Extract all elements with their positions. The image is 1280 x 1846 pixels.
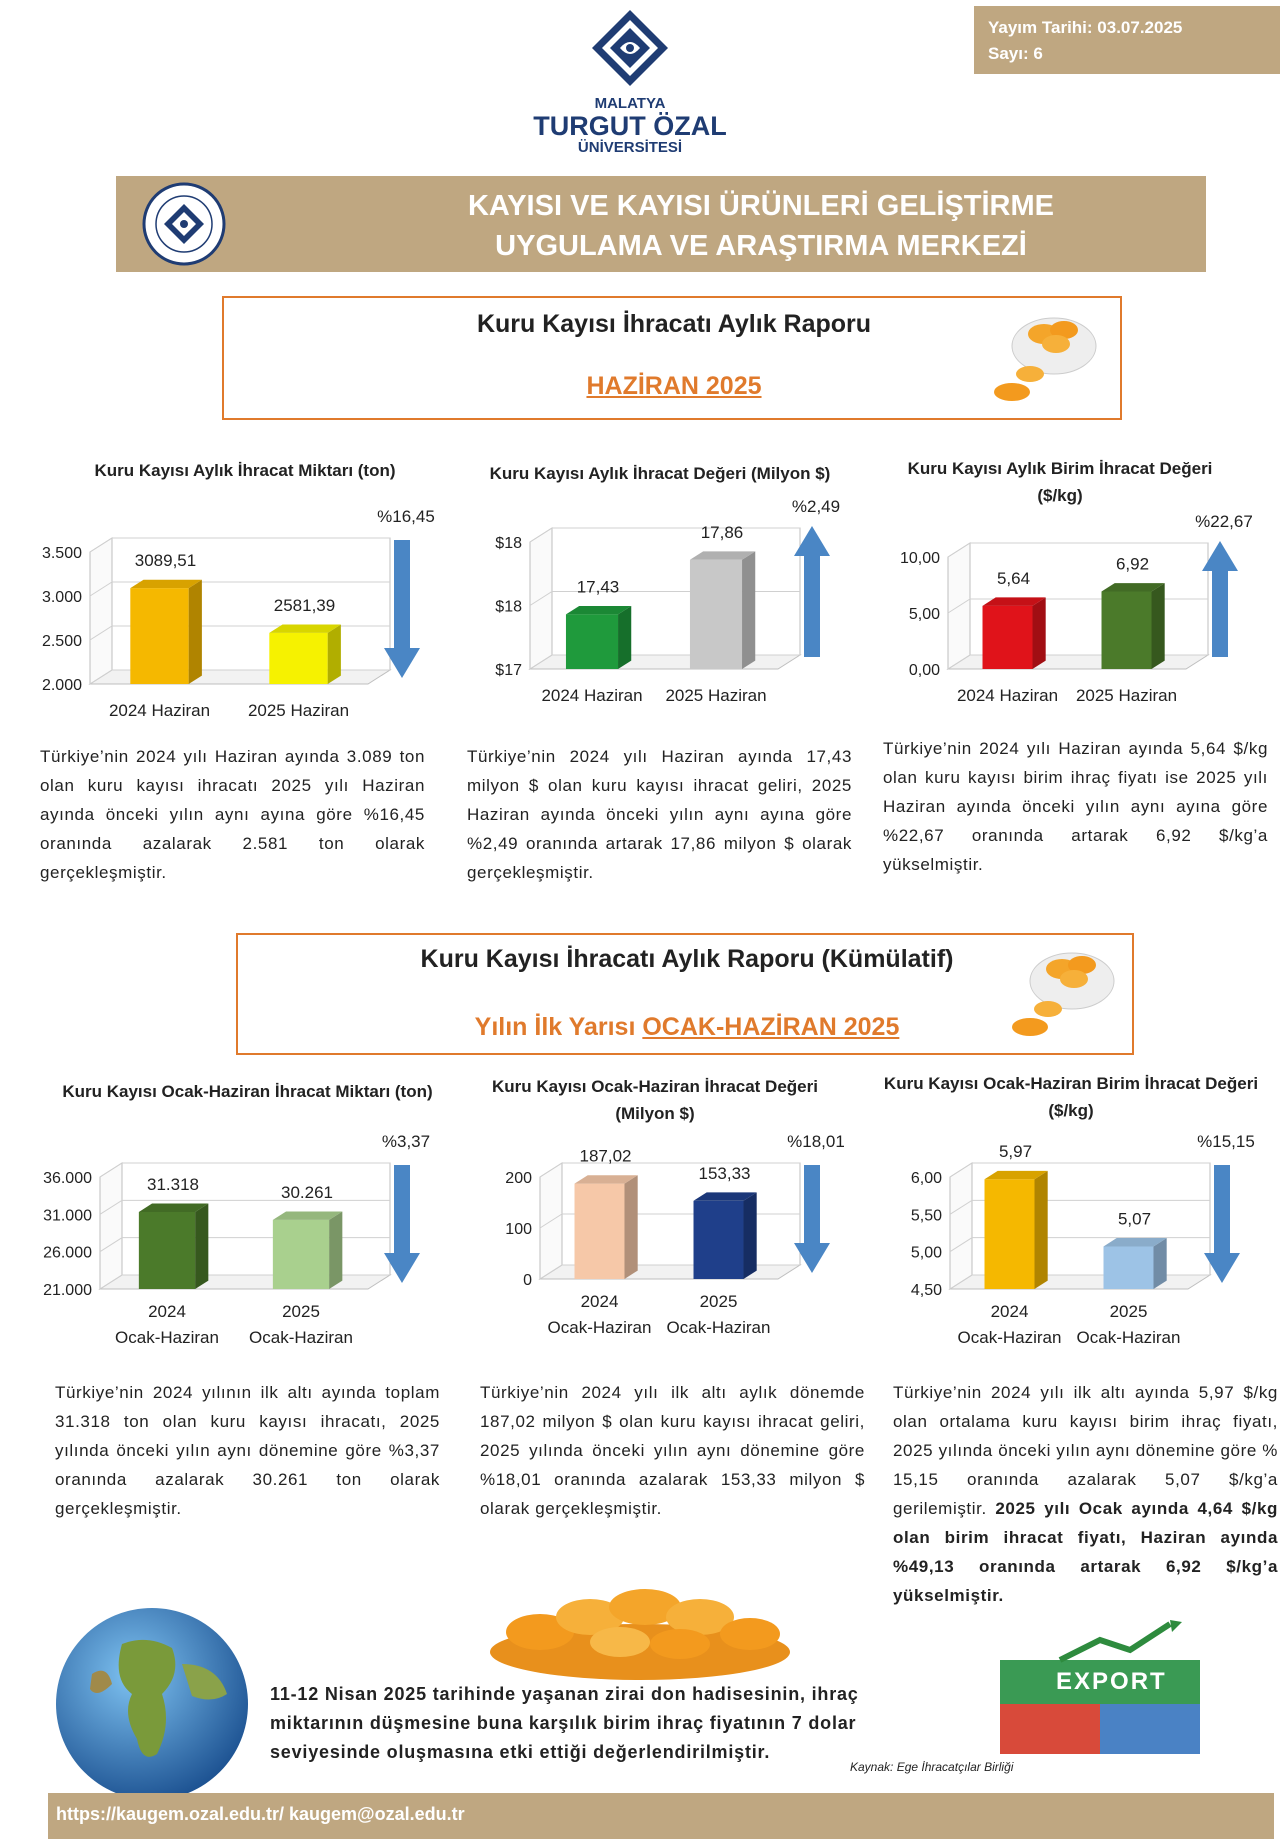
bar: [566, 614, 618, 669]
cumulative-report-title: Kuru Kayısı İhracatı Aylık Raporu (Kümülatif): [420, 945, 954, 973]
y-tick-label: 5,00: [910, 1244, 942, 1262]
x-tick-label: 2025 Haziran: [247, 701, 350, 720]
y-tick-label: 4,50: [910, 1282, 942, 1299]
data-label: 187,02: [579, 1146, 632, 1166]
bar: [694, 1201, 744, 1279]
bar-side: [742, 551, 755, 669]
university-suffix: ÜNİVERSİTESİ: [577, 139, 683, 156]
y-tick-label: 31.000: [43, 1207, 92, 1225]
y-tick-label: 26.000: [43, 1244, 92, 1262]
change-label: %18,01: [787, 1132, 845, 1151]
x-tick-label: 2025: [699, 1292, 738, 1311]
bar-side: [1032, 597, 1045, 669]
data-label: 2581,39: [273, 595, 336, 615]
bar-side: [328, 624, 341, 684]
x-tick-label-line2: Ocak-Haziran: [1076, 1328, 1181, 1347]
chart-cum-qty: [10, 1125, 460, 1365]
bar: [983, 606, 1033, 669]
y-tick-label: $18: [495, 598, 522, 616]
chart-side-wall: [90, 538, 112, 684]
y-tick-label: 2.000: [41, 677, 82, 694]
monthly-report-subtitle: HAZİRAN 2025: [586, 372, 762, 400]
publication-info: [974, 6, 1280, 74]
x-tick-label-line2: Ocak-Haziran: [115, 1328, 219, 1347]
y-tick-label: 0,00: [908, 662, 940, 679]
chart-title-cum-unit: Kuru Kayısı Ocak-Haziran Birim İhracat Değeri ($/kg): [883, 1074, 1259, 1120]
arrow-down-shaft: [804, 1165, 820, 1245]
university-emblem-icon: [590, 8, 670, 88]
cumulative-report-box: [236, 933, 1134, 1055]
change-label: %15,15: [1197, 1132, 1255, 1151]
paragraph-monthly-value: Türkiye’nin 2024 yılı Haziran ayında 17,43 milyon $ olan kuru kayısı ihracat geliri, 2025 Haziran ayında önceki yılın aynı ayına göre %2,49 oranında artarak 17,86 milyon $ olarak gerçekleşmiştir.: [467, 747, 852, 882]
data-label: 6,92: [1115, 554, 1150, 574]
data-source: Kaynak: Ege İhracatçılar Birliği: [850, 1760, 1014, 1774]
chart-title-monthly-qty: Kuru Kayısı Aylık İhracat Miktarı (ton): [94, 461, 396, 480]
footer-links[interactable]: https://kaugem.ozal.edu.tr/ kaugem@ozal.edu.tr: [48, 1793, 1274, 1839]
arrow-up-shaft: [804, 556, 820, 657]
x-tick-label: 2024 Haziran: [541, 686, 643, 705]
bar: [269, 633, 327, 684]
paragraph-cum-qty: Türkiye’nin 2024 yılının ilk altı ayında toplam 31.318 ton olan kuru kayısı ihracatı, 2025 yılında önceki yılın aynı dönemine göre %3,37 oranında azalarak 30.261 ton olarak gerçekleşmiştir.: [55, 1383, 440, 1518]
center-title-line1: KAYISI VE KAYISI ÜRÜNLERİ GELİŞTİRME: [467, 190, 1055, 222]
data-label: 5,07: [1117, 1209, 1152, 1229]
center-banner: [116, 176, 1206, 272]
change-label: %2,49: [791, 497, 841, 516]
bar: [985, 1179, 1035, 1289]
y-tick-label: 10,00: [899, 550, 940, 567]
bar-side: [189, 580, 202, 684]
dried-apricot-bowl-icon: [984, 304, 1104, 414]
x-tick-label-line2: Ocak-Haziran: [249, 1328, 353, 1347]
bar: [139, 1212, 195, 1289]
bar: [1104, 1246, 1154, 1289]
x-tick-label: 2024 Haziran: [956, 686, 1059, 705]
data-label: 30.261: [281, 1182, 333, 1202]
y-tick-label: 0: [523, 1272, 532, 1289]
bar: [1102, 591, 1152, 669]
x-tick-label-line2: Ocak-Haziran: [666, 1318, 771, 1337]
monthly-report-box: [222, 296, 1122, 420]
bar: [575, 1184, 625, 1279]
university-title: TURGUT ÖZAL: [533, 111, 727, 141]
y-tick-label: $17: [495, 662, 522, 679]
paragraph-cum-unit-bold: 2025 yılı Ocak ayında 4,64 $/kg olan birim ihracat fiyatı, Haziran ayında %49,13 oranında artarak 6,92 $/kg’a yükselmiştir.: [893, 1499, 1278, 1605]
dried-apricot-bowl-icon: [1002, 939, 1122, 1049]
y-tick-label: 6,00: [910, 1170, 942, 1187]
monthly-report-title: Kuru Kayısı İhracatı Aylık Raporu: [476, 310, 872, 338]
chart-monthly-unit: [858, 505, 1278, 715]
data-label: 3089,51: [134, 551, 197, 571]
issue-number: Sayı: 6: [988, 44, 1043, 63]
bar-side: [624, 1175, 637, 1279]
cumulative-subtitle-prefix: Yılın İlk Yarısı: [474, 1013, 643, 1041]
chart-cum-unit: [860, 1125, 1280, 1365]
cumulative-subtitle-main: OCAK-HAZİRAN 2025: [642, 1013, 900, 1041]
bar-side: [1034, 1171, 1047, 1289]
y-tick-label: 5,00: [908, 606, 940, 623]
chart-monthly-value: [440, 490, 870, 715]
bar-side: [618, 606, 631, 669]
data-label: 17,86: [700, 522, 744, 542]
y-tick-label: $18: [495, 535, 522, 552]
bar-side: [329, 1211, 342, 1289]
bar-side: [1151, 583, 1164, 669]
paragraph-monthly-unit: Türkiye’nin 2024 yılı Haziran ayında 5,64 $/kg olan kuru kayısı birim ihraç fiyatı ise 2025 yılı Haziran ayında önceki yılın aynı ayına göre %22,67 oranında artarak 6,92 $/kg’a yükselmiştir.: [883, 739, 1268, 874]
paragraph-cum-unit: [893, 1378, 1278, 1610]
university-name: [530, 93, 730, 159]
y-tick-label: 100: [505, 1221, 532, 1238]
x-tick-label: 2024: [148, 1302, 186, 1321]
export-label: EXPORT: [1056, 1668, 1167, 1695]
x-tick-label: 2024: [580, 1292, 619, 1311]
y-tick-label: 21.000: [43, 1282, 92, 1299]
paragraph-monthly-qty: Türkiye’nin 2024 yılı Haziran ayında 3.089 ton olan kuru kayısı ihracatı 2025 yılı Haziran ayında önceki yılın aynı ayına göre %16,45 oranında azalarak 2.581 ton olarak gerçekleşmiştir.: [40, 747, 425, 882]
arrow-down-shaft: [394, 1165, 410, 1255]
y-tick-label: 2.500: [41, 633, 82, 650]
x-tick-label: 2024: [990, 1302, 1029, 1321]
chart-title-monthly-value: Kuru Kayısı Aylık İhracat Değeri (Milyon $): [489, 464, 831, 483]
bar: [130, 588, 188, 684]
x-tick-label: 2025 Haziran: [1075, 686, 1178, 705]
center-title: [316, 186, 1206, 266]
chart-title-cum-value: Kuru Kayısı Ocak-Haziran İhracat Değeri (Milyon $): [492, 1077, 818, 1123]
chart-title-cum-qty: Kuru Kayısı Ocak-Haziran İhracat Miktarı (ton): [62, 1082, 433, 1101]
paragraph-cum-unit-text: Türkiye’nin 2024 yılı ilk altı ayında 5,97 $/kg olan ortalama kuru kayısı birim ihraç fiyatı, 2025 yılında önceki yılın aynı dönemine göre % 15,15 oranında azalarak 5,07 $/kg’a gerilemiştir.: [893, 1383, 1278, 1518]
center-title-line2: UYGULAMA VE ARAŞTIRMA MERKEZİ: [495, 230, 1027, 262]
y-tick-label: 3.500: [41, 545, 82, 562]
data-label: 153,33: [698, 1163, 751, 1183]
x-tick-label: 2025 Haziran: [665, 686, 767, 705]
publish-date: Yayım Tarihi: 03.07.2025: [988, 18, 1183, 37]
export-illustration: [1000, 1620, 1215, 1760]
chart-cum-value: [450, 1125, 870, 1355]
arrow-down-shaft: [1214, 1165, 1230, 1255]
arrow-down-shaft: [394, 540, 410, 650]
dried-apricots-pile-icon: [480, 1562, 800, 1682]
university-seal-icon: [142, 182, 226, 266]
data-label: 5,97: [998, 1142, 1033, 1162]
bar-side: [743, 1192, 756, 1279]
data-label: 5,64: [996, 568, 1031, 588]
chart-side-wall: [100, 1163, 122, 1289]
frost-note: 11-12 Nisan 2025 tarihinde yaşanan zirai don hadisesinin, ihraç miktarının düşmesine buna karşılık birim ihraç fiyatının 7 dolar seviyesinde oluşmasına etki ettiği değerlendirilmiştir.: [270, 1684, 859, 1762]
change-label: %16,45: [377, 507, 435, 526]
change-label: %22,67: [1195, 512, 1253, 531]
chart-monthly-qty: [0, 500, 460, 730]
data-label: 17,43: [576, 577, 620, 597]
bar-side: [195, 1204, 208, 1289]
y-tick-label: 3.000: [41, 589, 82, 606]
bar-side: [1153, 1238, 1166, 1289]
university-logo: [530, 8, 730, 168]
change-label: %3,37: [381, 1132, 431, 1151]
paragraph-cum-value: Türkiye’nin 2024 yılı ilk altı aylık dönemde 187,02 milyon $ olan kuru kayısı ihracat geliri, 2025 yılında önceki yılın aynı dönemine göre %18,01 oranında azalarak 153,33 milyon $ olarak gerçekleşmiştir.: [480, 1383, 865, 1518]
bar: [273, 1220, 329, 1289]
y-tick-label: 5,50: [910, 1207, 942, 1225]
chart-side-wall: [950, 1163, 972, 1289]
x-tick-label: 2025: [282, 1302, 320, 1321]
y-tick-label: 200: [505, 1170, 532, 1187]
data-label: 31.318: [147, 1174, 199, 1194]
x-tick-label: 2024 Haziran: [108, 701, 211, 720]
university-city: MALATYA: [594, 95, 666, 112]
x-tick-label: 2025: [1109, 1302, 1148, 1321]
globe-icon: [52, 1604, 252, 1804]
arrow-up-shaft: [1212, 571, 1228, 657]
chart-title-monthly-unit: Kuru Kayısı Aylık Birim İhracat Değeri ($/kg): [907, 459, 1213, 505]
bar: [690, 560, 742, 669]
x-tick-label-line2: Ocak-Haziran: [957, 1328, 1062, 1347]
x-tick-label-line2: Ocak-Haziran: [547, 1318, 652, 1337]
y-tick-label: 36.000: [43, 1170, 92, 1187]
